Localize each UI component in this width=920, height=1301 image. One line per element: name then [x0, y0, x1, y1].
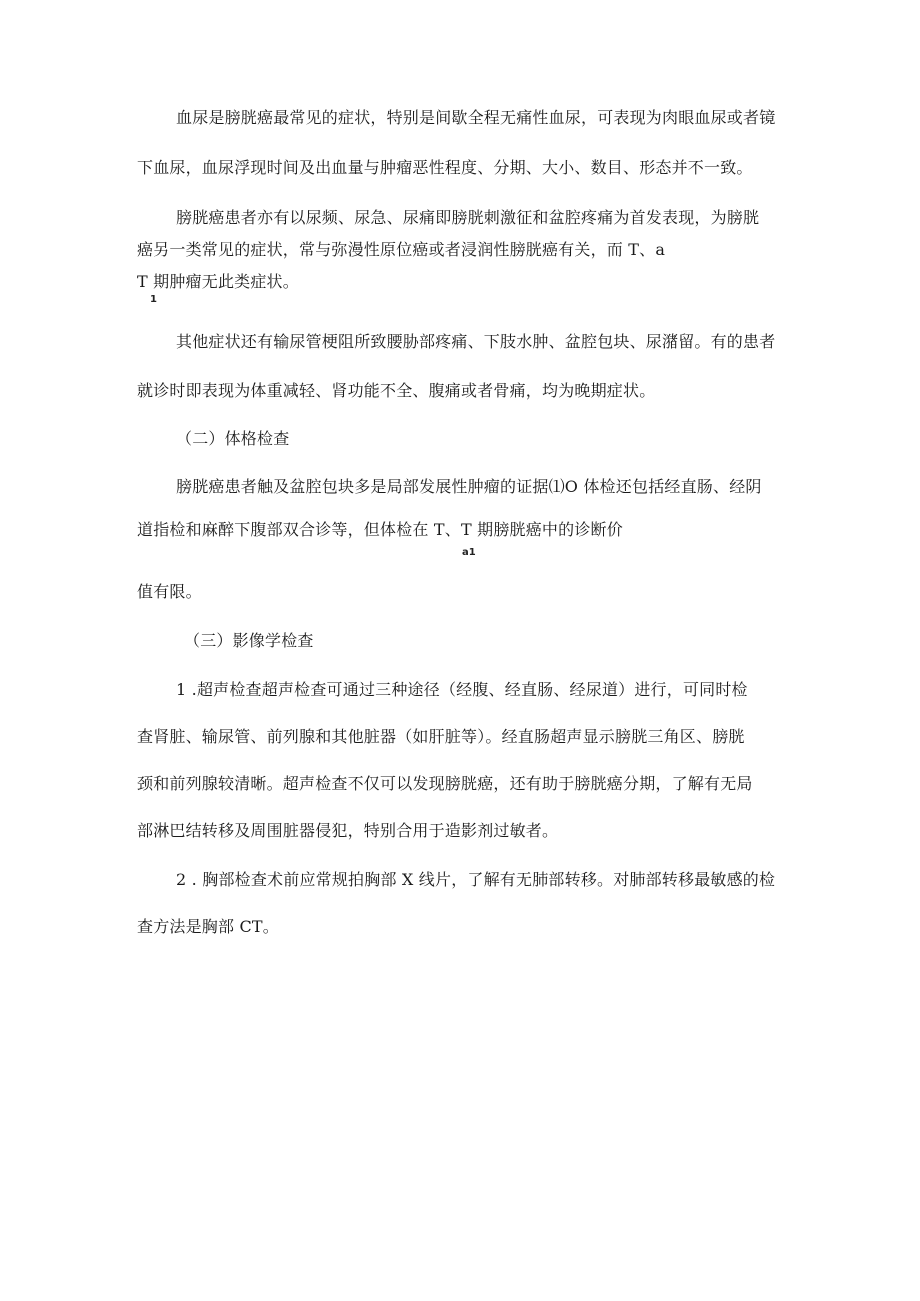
text-line: 其他症状还有输尿管梗阻所致腰胁部疼痛、下肢水肿、盆腔包块、尿潴留。有的患者 [176, 332, 776, 351]
subscript-mark: 1 [150, 294, 157, 305]
text-line: 道指检和麻醉下腹部双合诊等，但体检在 T、T 期膀胱癌中的诊断价 [137, 520, 623, 539]
text-line: 值有限。 [137, 582, 202, 601]
section-heading-imaging: （三）影像学检查 [184, 631, 314, 650]
text-line: 查方法是胸部 CT。 [137, 917, 280, 936]
text-line: 膀胱癌患者触及盆腔包块多是局部发展性肿瘤的证据⑴O 体检还包括经直肠、经阴 [176, 477, 762, 496]
text-line: 颈和前列腺较清晰。超声检查不仅可以发现膀胱癌，还有助于膀胱癌分期，了解有无局 [137, 774, 753, 793]
text-line: 癌另一类常见的症状，常与弥漫性原位癌或者浸润性膀胱癌有关，而 T、a [137, 240, 666, 259]
text-line: 查肾脏、输尿管、前列腺和其他脏器（如肝脏等）。经直肠超声显示膀胱三角区、膀胱 [137, 727, 745, 746]
text-line: 2 . 胸部检查术前应常规拍胸部 X 线片，了解有无肺部转移。对肺部转移最敏感的检 [176, 870, 776, 889]
text-line: 膀胱癌患者亦有以尿频、尿急、尿痛即膀胱刺激征和盆腔疼痛为首发表现，为膀胱 [176, 208, 760, 227]
text-line: 就诊时即表现为体重减轻、肾功能不全、腹痛或者骨痛，均为晚期症状。 [137, 381, 656, 400]
subscript-mark: a1 [462, 547, 476, 558]
text-line: 血尿是膀胱癌最常见的症状，特别是间歇全程无痛性血尿，可表现为肉眼血尿或者镜 [176, 108, 776, 127]
text-line: T 期肿瘤无此类症状。 [137, 272, 299, 291]
section-heading-physical-exam: （二）体格检查 [176, 429, 290, 448]
text-line: 1 .超声检查超声检查可通过三种途径（经腹、经直肠、经尿道）进行，可同时检 [176, 680, 748, 699]
text-line: 下血尿，血尿浮现时间及出血量与肿瘤恶性程度、分期、大小、数目、形态并不一致。 [137, 158, 753, 177]
text-line: 部淋巴结转移及周围脏器侵犯，特别合用于造影剂过敏者。 [137, 821, 559, 840]
